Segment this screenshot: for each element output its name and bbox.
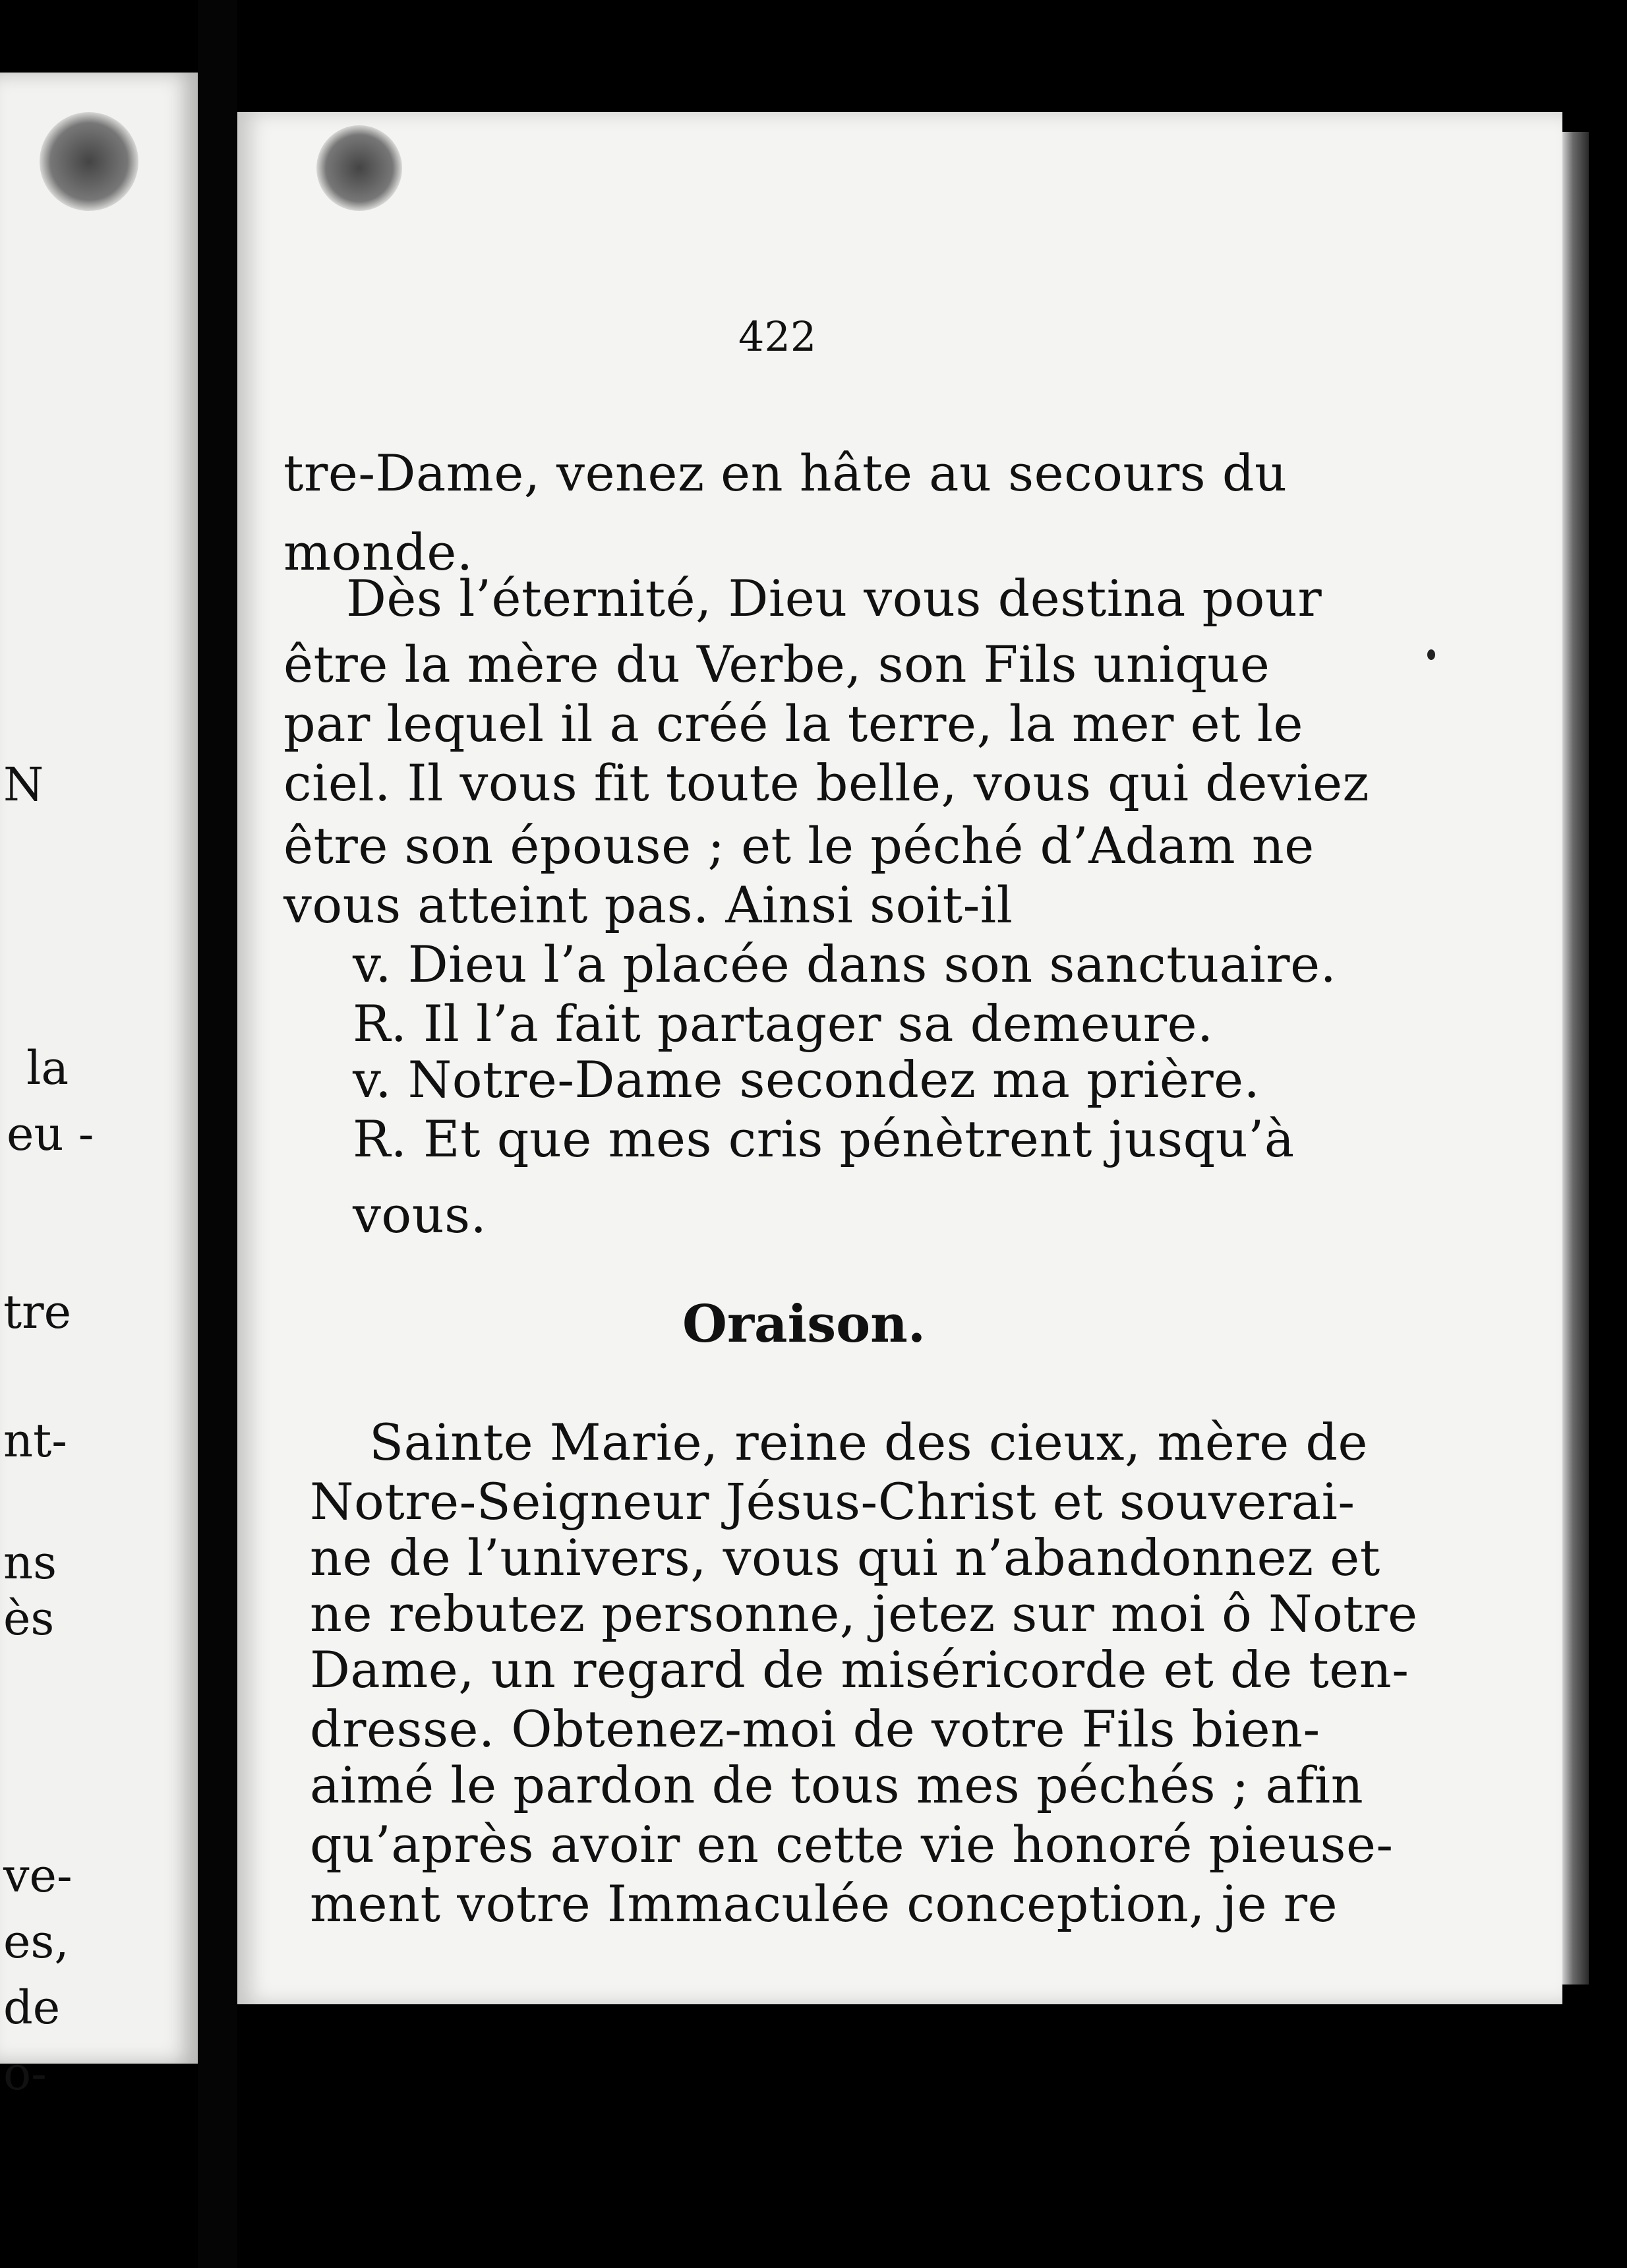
prayer-line: Sainte Marie, reine des cieux, mère de	[369, 1413, 1368, 1472]
text-line: être la mère du Verbe, son Fils unique	[283, 635, 1270, 694]
response-line: R. Et que mes cris pénètrent jusqu’à	[353, 1110, 1295, 1168]
binding-stain-left	[40, 112, 138, 211]
text-line: tre-Dame, venez en hâte au secours du	[283, 444, 1287, 502]
left-fragment: o-	[3, 2046, 47, 2101]
left-fragment: ès	[3, 1592, 55, 1646]
text-line: ciel. Il vous fit toute belle, vous qui deviez	[283, 754, 1370, 812]
response-line: R. Il l’a fait partager sa demeure.	[353, 994, 1214, 1053]
prayer-line: aimé le pardon de tous mes péchés ; afin	[310, 1756, 1364, 1814]
text-line: Dès l’éternité, Dieu vous destina pour	[346, 569, 1322, 628]
versicle-line: v. Dieu l’a placée dans son sanctuaire.	[353, 935, 1337, 994]
left-fragment: eu -	[7, 1107, 94, 1161]
text-line: par lequel il a créé la terre, la mer et le	[283, 694, 1304, 753]
left-fragment: la	[26, 1041, 69, 1095]
left-fragment: N	[3, 758, 44, 812]
left-fragment: tre	[3, 1285, 72, 1339]
text-line: vous.	[353, 1185, 487, 1244]
prayer-line: ne rebutez personne, jetez sur moi ô Notre	[310, 1584, 1418, 1643]
prayer-line: qu’après avoir en cette vie honoré pieuse-	[310, 1815, 1394, 1874]
left-fragment: de	[3, 1981, 61, 2035]
text-line: monde.	[283, 523, 473, 582]
prayer-line: Dame, un regard de miséricorde et de ten-	[310, 1640, 1409, 1699]
text-line: vous atteint pas. Ainsi soit-il	[283, 876, 1013, 934]
page-edge	[1562, 132, 1589, 1984]
left-page-fragment	[0, 73, 198, 2101]
left-fragment: ve-	[3, 1849, 73, 1903]
left-fragment: nt-	[3, 1414, 67, 1468]
page-number: 422	[738, 313, 817, 361]
left-fragment: ns	[3, 1536, 57, 1590]
ink-speck	[1427, 649, 1435, 660]
binding-stain-right	[316, 125, 402, 211]
versicle-line: v. Notre-Dame secondez ma prière.	[353, 1050, 1260, 1109]
book-gutter	[198, 0, 237, 2268]
left-fragment: es,	[3, 1915, 69, 1969]
section-heading: Oraison.	[682, 1294, 926, 1354]
prayer-line: dresse. Obtenez-moi de votre Fils bien-	[310, 1700, 1320, 1758]
prayer-line: ment votre Immaculée conception, je re	[310, 1874, 1338, 1933]
prayer-line: Notre-Seigneur Jésus-Christ et souverai-	[310, 1472, 1355, 1531]
prayer-line: ne de l’univers, vous qui n’abandonnez et	[310, 1528, 1380, 1587]
text-line: être son épouse ; et le péché d’Adam ne	[283, 816, 1315, 875]
